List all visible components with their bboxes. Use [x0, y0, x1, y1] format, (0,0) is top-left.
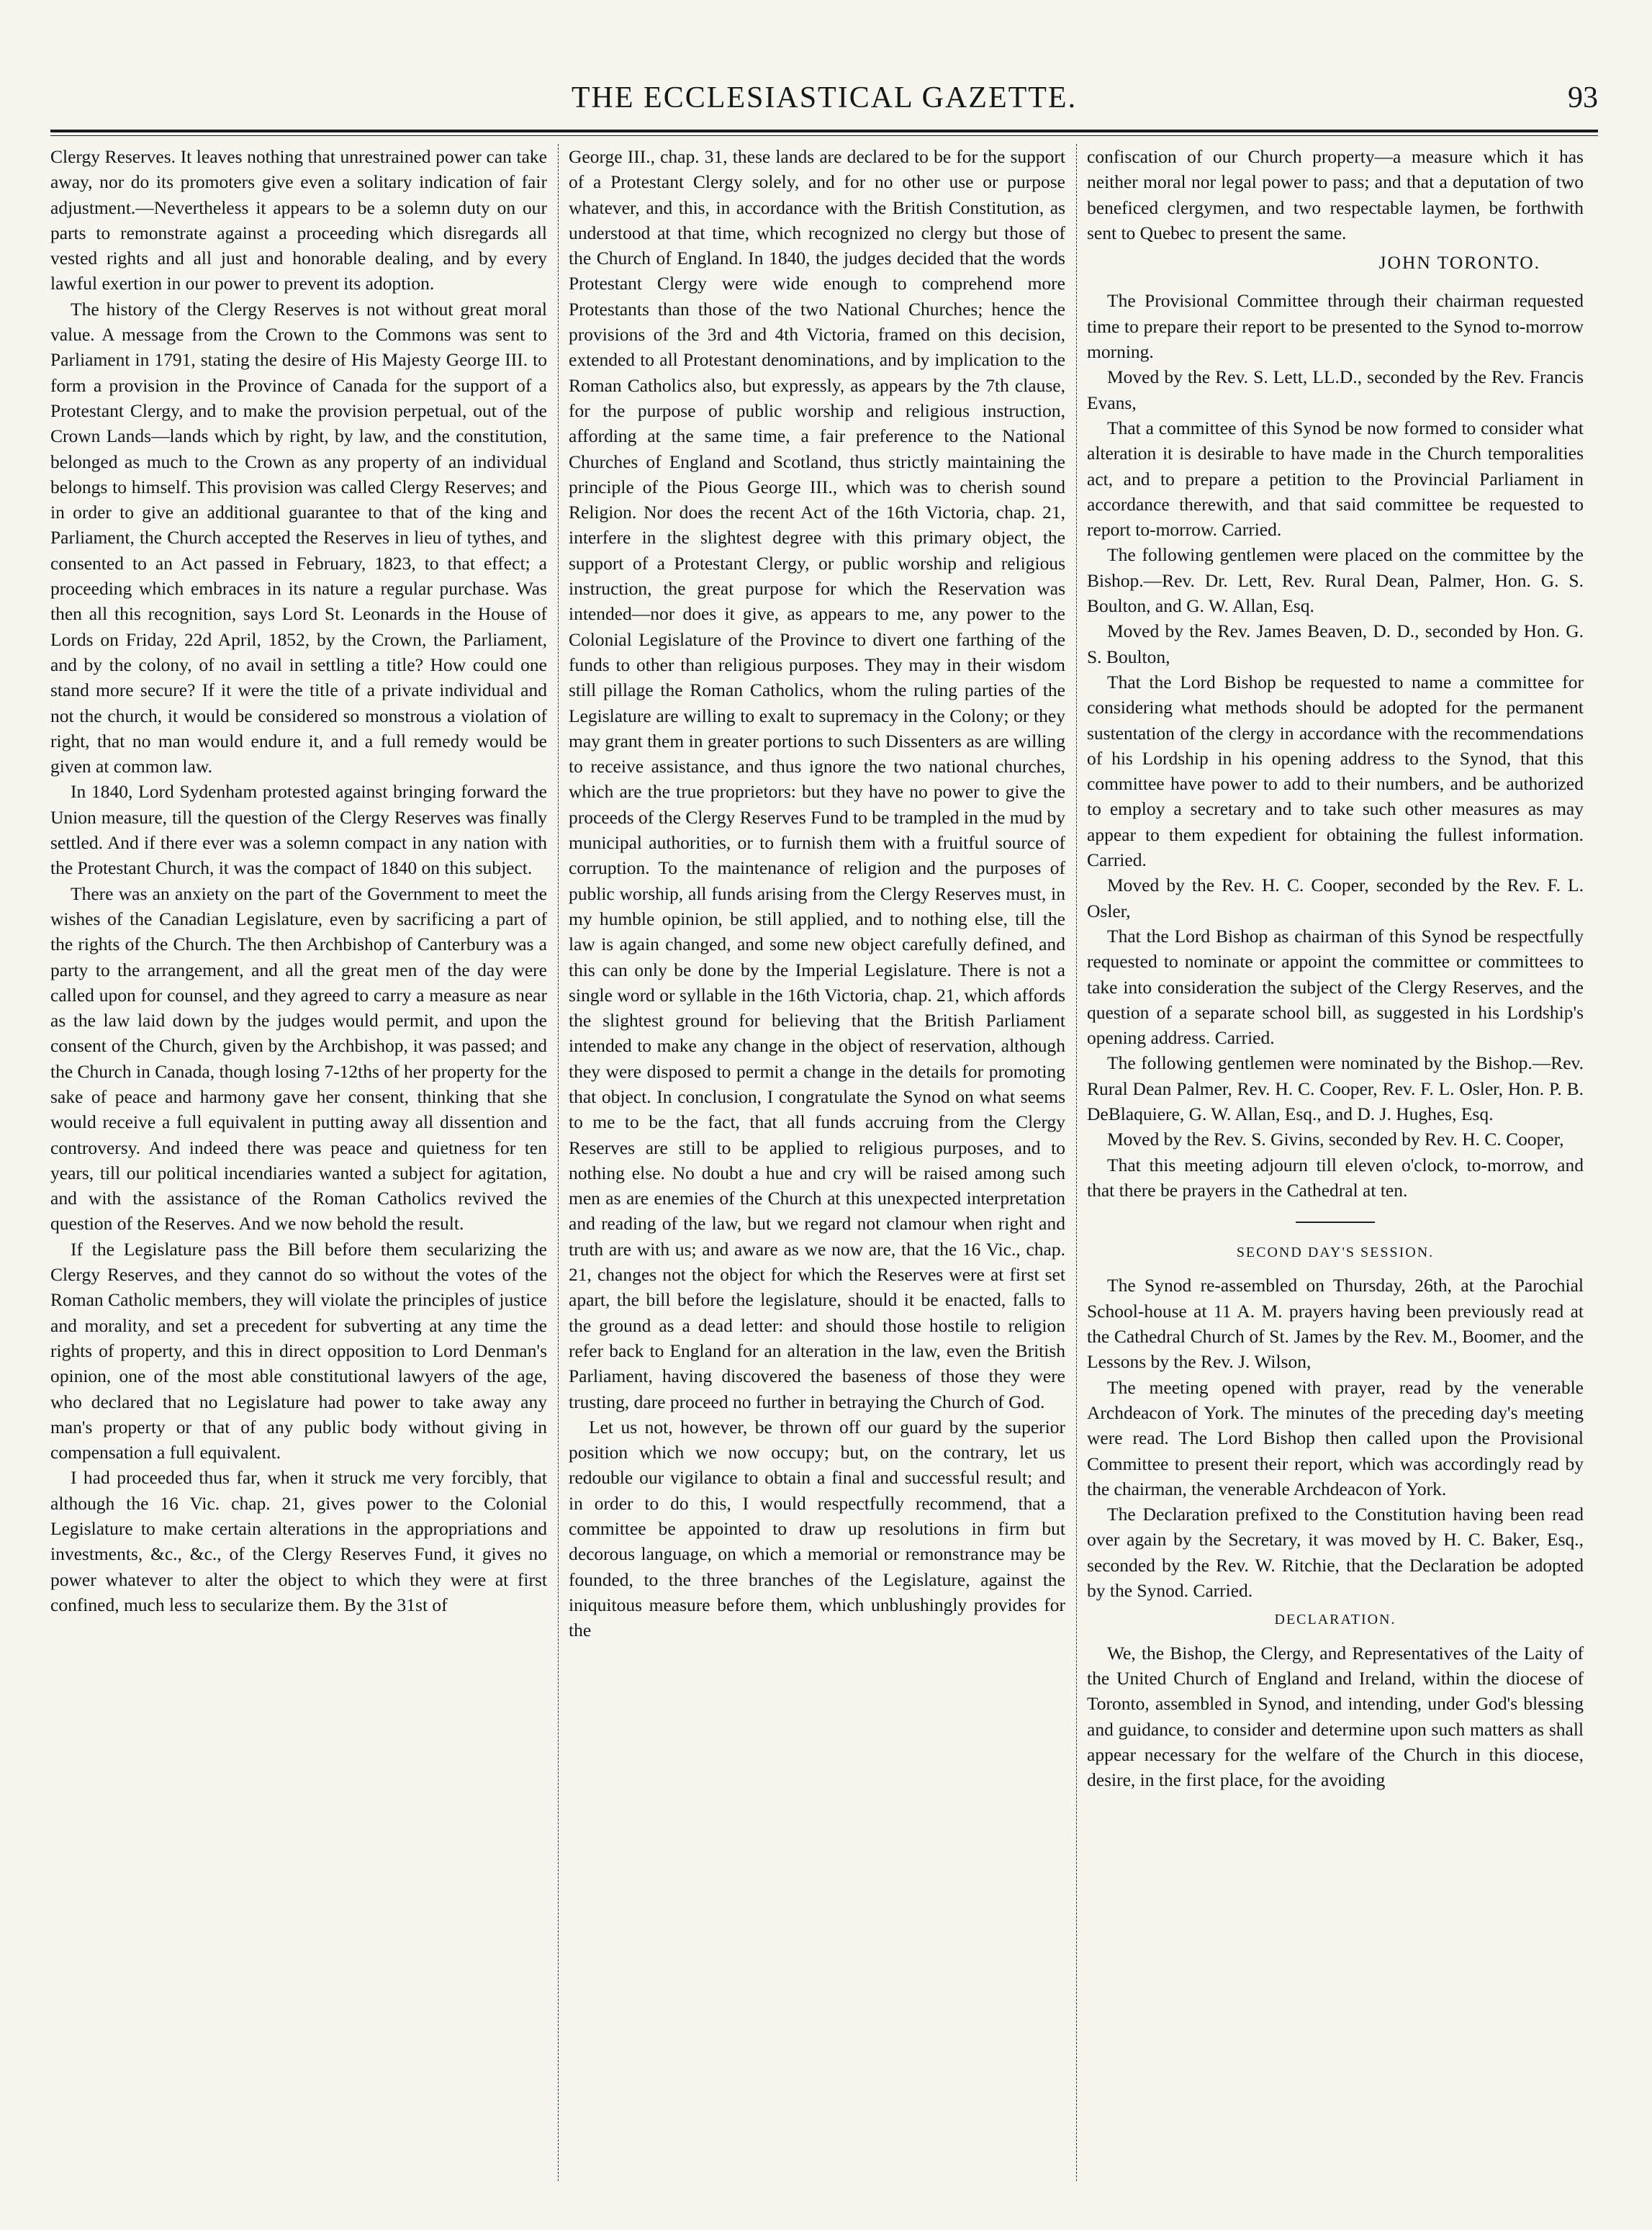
paragraph: I had proceeded thus far, when it struck me very forcibly, that although the 16 Vic. chap. 21, gives power to the Colonial Legislature to make certain alterations in the appropriations and investments, &c., &c., of the Clergy Reserves Fund, it gives no power whatever to alter the object to which they were at first confined, much less to secularize them. By the 31st of	[50, 1467, 547, 1615]
paragraph: confiscation of our Church property—a measure which it has neither moral nor legal power to pass; and that a deputation of two beneficed clergymen, and two respectable laymen, be forthwith sent to Quebec to present the same.	[1087, 146, 1584, 243]
column-divider	[558, 144, 559, 2181]
paragraph: There was an anxiety on the part of the Government to meet the wishes of the Canadian Legislature, even by sacrificing a part of the rights of the Church. The then Archbishop of Canterbury was a party to the arrangement, and all the great men of the day were called upon for counsel, and they agreed to carry a measure as near as the law laid down by the judges would permit, and upon the consent of the Church, given by the Archbishop, it was passed; and the Church in Canada, though losing 7-12ths of her property for the sake of peace and harmony gave her consent, thinking that she would receive a full equivalent in putting away all dissention and controversy. And indeed there was peace and quietness for ten years, till our political incendiaries wanted a subject for agitation, and with the assistance of the Roman Catholics revived the question of the Reserves. And we now behold the result.	[50, 882, 547, 1234]
paragraph: The following gentlemen were placed on the committee by the Bishop.—Rev. Dr. Lett, Rev. Rural Dean, Palmer, Hon. G. S. Boulton, and G. W. Allan, Esq.	[1087, 544, 1584, 617]
paragraph: Moved by the Rev. S. Lett, LL.D., seconded by the Rev. Francis Evans,	[1087, 366, 1584, 413]
paragraph: If the Legislature pass the Bill before them secularizing the Clergy Reserves, and they cannot do so without the votes of the Roman Catholic members, they will violate the principles of justice and morality, and set a precedent for subverting at any time the rights of property, and this in direct opposition to Lord Denman's opinion, one of the most able constitutional lawyers of the age, who declared that no Legislature had power to take away any man's property or that of any public body without giving in compensation a full equivalent.	[50, 1238, 547, 1463]
paragraph: That the Lord Bishop be requested to name a committee for considering what methods should be adopted for the permanent sustentation of the clergy in accordance with the recommendations of his Lordship in his opening address to the Synod, that this committee have power to add to their numbers, and be authorized to employ a secretary and to take such other measures as may appear to them expedient for obtaining the fullest information. Carried.	[1087, 671, 1584, 871]
column-1	[50, 144, 547, 2188]
paragraph: That a committee of this Synod be now formed to consider what alteration it is desirable to have made in the Church temporalities act, and to prepare a petition to the Provincial Parliament in accordance therewith, and that said committee be requested to report to-morrow. Carried.	[1087, 417, 1584, 541]
paragraph: We, the Bishop, the Clergy, and Representatives of the Laity of the United Church of England and Ireland, within the diocese of Toronto, assembled in Synod, and intending, under God's blessing and guidance, to consider and determine upon such matters as shall appear necessary for the welfare of the Church in this diocese, desire, in the first place, for the avoiding	[1087, 1642, 1584, 1791]
paragraph: Clergy Reserves. It leaves nothing that unrestrained power can take away, nor do its promoters give even a solitary indication of fair adjustment.—Nevertheless it appears to be a solemn duty on our parts to remonstrate against a proceeding which disregards all vested rights and all just and honorable dealing, and by every lawful exertion in our power to prevent its adoption.	[50, 146, 547, 294]
section-heading: SECOND DAY'S SESSION.	[1236, 1245, 1435, 1261]
signature-john-toronto: JOHN TORONTO.	[1378, 252, 1540, 274]
column-divider	[1076, 144, 1077, 2181]
paragraph: Moved by the Rev. S. Givins, seconded by Rev. H. C. Cooper,	[1107, 1129, 1564, 1150]
paragraph: The meeting opened with prayer, read by the venerable Archdeacon of York. The minutes of the preceding day's meeting were read. The Lord Bishop then called upon the Provisional Committee to present their report, which was accordingly read by the chairman, the venerable Archdeacon of York.	[1087, 1376, 1584, 1499]
paragraph: That the Lord Bishop as chairman of this Synod be respectfully requested to nominate or appoint the committee or committees to take into consideration the subject of the Clergy Reserves, and the question of a separate school bill, as suggested in his Lordship's opening address. Carried.	[1087, 925, 1584, 1049]
paragraph: The history of the Clergy Reserves is not without great moral value. A message from the Crown to the Commons was sent to Parliament in 1791, stating the desire of His Majesty George III. to form a provision in the Province of Canada for the support of a Protestant Clergy, and to make the provision perpetual, out of the Crown Lands—lands which by right, by law, and the constitution, belonged as much to the Crown as any property of an individual belongs to himself. This provision was called Clergy Reserves; and in order to give an additional guarantee to that of the king and Parliament, the Church accepted the Reserves in lieu of tythes, and consented to an Act passed in February, 1823, to that effect; a proceeding which embraces in its nature a regular purchase. Was then all this recognition, says Lord St. Leonards in the House of Lords on Friday, 22d April, 1852, by the Crown, the Parliament, and by the colony, of no avail in settling a title? How could one stand more secure? If it were the title of a private individual and not the church, it would be considered so monstrous a violation of right, that no man would endure it, and a full remedy would be given at common law.	[50, 298, 547, 777]
paragraph: The following gentlemen were nominated by the Bishop.—Rev. Rural Dean Palmer, Rev. H. C. Cooper, Rev. F. L. Osler, Hon. P. B. DeBlaquiere, G. W. Allan, Esq., and D. J. Hughes, Esq.	[1087, 1052, 1584, 1124]
paragraph: Let us not, however, be thrown off our guard by the superior position which we now occupy; but, on the contrary, let us redouble our vigilance to obtain a final and successful result; and in order to do this, I would respectfully recommend, that a committee be appointed to draw up resolutions in firm but decorous language, on which a memorial or remonstrance may be founded, to the three branches of the Legislature, against the iniquitous measure before them, which unblushingly provides for the	[569, 1416, 1065, 1641]
header-rule	[50, 130, 1598, 132]
paragraph: The Provisional Committee through their chairman requested time to prepare their report to be presented to the Synod to-morrow morning.	[1087, 290, 1584, 363]
section-divider	[1296, 1222, 1375, 1223]
column-2	[569, 144, 1065, 2188]
paragraph: George III., chap. 31, these lands are declared to be for the support of a Protestant Clergy solely, and for no other use or purpose whatever, and this, in accordance with the British Constitution, as understood at that time, which recognized no clergy but those of the Church of England. In 1840, the judges decided that the words Protestant Clergy were wide enough to comprehend more Protestants than those of the two National Churches; hence the provisions of the 3rd and 4th Victoria, framed on this decision, extended to all Protestant denominations, and by implication to the Roman Catholics also, but expressly, as appears by the 7th clause, for the purpose of public worship and religious instruction, affording at the same time, a fair preference to the National Churches of England and Scotland, thus strictly maintaining the principle of the Pious George III., which was to cherish sound Religion. Nor does the recent Act of the 16th Victoria, chap. 21, interfere in the slightest degree with this primary object, the support of a Protestant Clergy, or public worship and religious instruction, the great purpose for which the Reservation was intended—nor does it give, as appears to me, any power to the Colonial Legislature of the Province to divert one farthing of the funds to other than religious purposes. They may in their wisdom still pillage the Roman Catholics, whom the ruling parties of the Legislature are willing to exalt to supremacy in the Colony; or they may grant them in greater portions to such Dissenters as are willing to receive assistance, and thus ignore the two national churches, which are the true proprietors: but they have no power to give the proceeds of the Clergy Reserves Fund to be trampled in the mud by municipal authorities, or to furnish them with a fruitful source of corruption. To the maintenance of religion and the purposes of public worship, all funds arising from the Clergy Reserves must, in my humble opinion, be still applied, and to nothing else, till the law is again changed, and some new object carefully defined, and this can only be done by the Imperial Legislature. There is not a single word or syllable in the 16th Victoria, chap. 21, which affords the slightest ground for believing that the British Parliament intended to make any change in the object of reservation, although they were disposed to permit a change in the details for promoting that object. In conclusion, I congratulate the Synod on what seems to me to be the fact, that all funds accruing from the Clergy Reserves are still to be applied to religious purposes, and to nothing else. No doubt a hue and cry will be raised among such men as are enemies of the Church at this unexpected interpretation and reading of the law, but we regard not clamour when right and truth are with us; and aware as we now are, that the 16 Vic., chap. 21, changes not the object for which the Reserves were at first set apart, the bill before the legislature, should it be enacted, falls to the ground as a dead letter: and should those hostile to religion refer back to England for an alteration in the law, even the British Parliament, having discovered the baseness of those they were trusting, dare proceed no further in betraying the Church of God.	[569, 146, 1065, 1412]
paragraph: The Synod re-assembled on Thursday, 26th, at the Parochial School-house at 11 A. M. prayers having been previously read at the Cathedral Church of St. James by the Rev. M., Boomer, and the Lessons by the Rev. J. Wilson,	[1087, 1275, 1584, 1373]
column-3	[1087, 144, 1584, 2188]
paragraph: Moved by the Rev. H. C. Cooper, seconded by the Rev. F. L. Osler,	[1087, 875, 1584, 921]
paragraph: The Declaration prefixed to the Constitution having been read over again by the Secretary, it was moved by H. C. Baker, Esq., seconded by the Rev. W. Ritchie, that the Declaration be adopted by the Synod. Carried.	[1087, 1504, 1584, 1602]
page-title: THE ECCLESIASTICAL GAZETTE.	[571, 81, 1078, 114]
header-rule-thin	[50, 135, 1598, 136]
page-header	[50, 81, 1598, 124]
paragraph: In 1840, Lord Sydenham protested against bringing forward the Union measure, till the question of the Clergy Reserves was finally settled. And if there ever was a solemn compact in any nation with the Protestant Church, it was the compact of 1840 on this subject.	[50, 781, 547, 879]
paragraph: That this meeting adjourn till eleven o'clock, to-morrow, and that there be prayers in the Cathedral at ten.	[1087, 1154, 1584, 1201]
page-number: 93	[1568, 81, 1598, 114]
declaration-heading: DECLARATION.	[1274, 1612, 1396, 1628]
paragraph: Moved by the Rev. James Beaven, D. D., seconded by Hon. G. S. Boulton,	[1087, 620, 1584, 667]
